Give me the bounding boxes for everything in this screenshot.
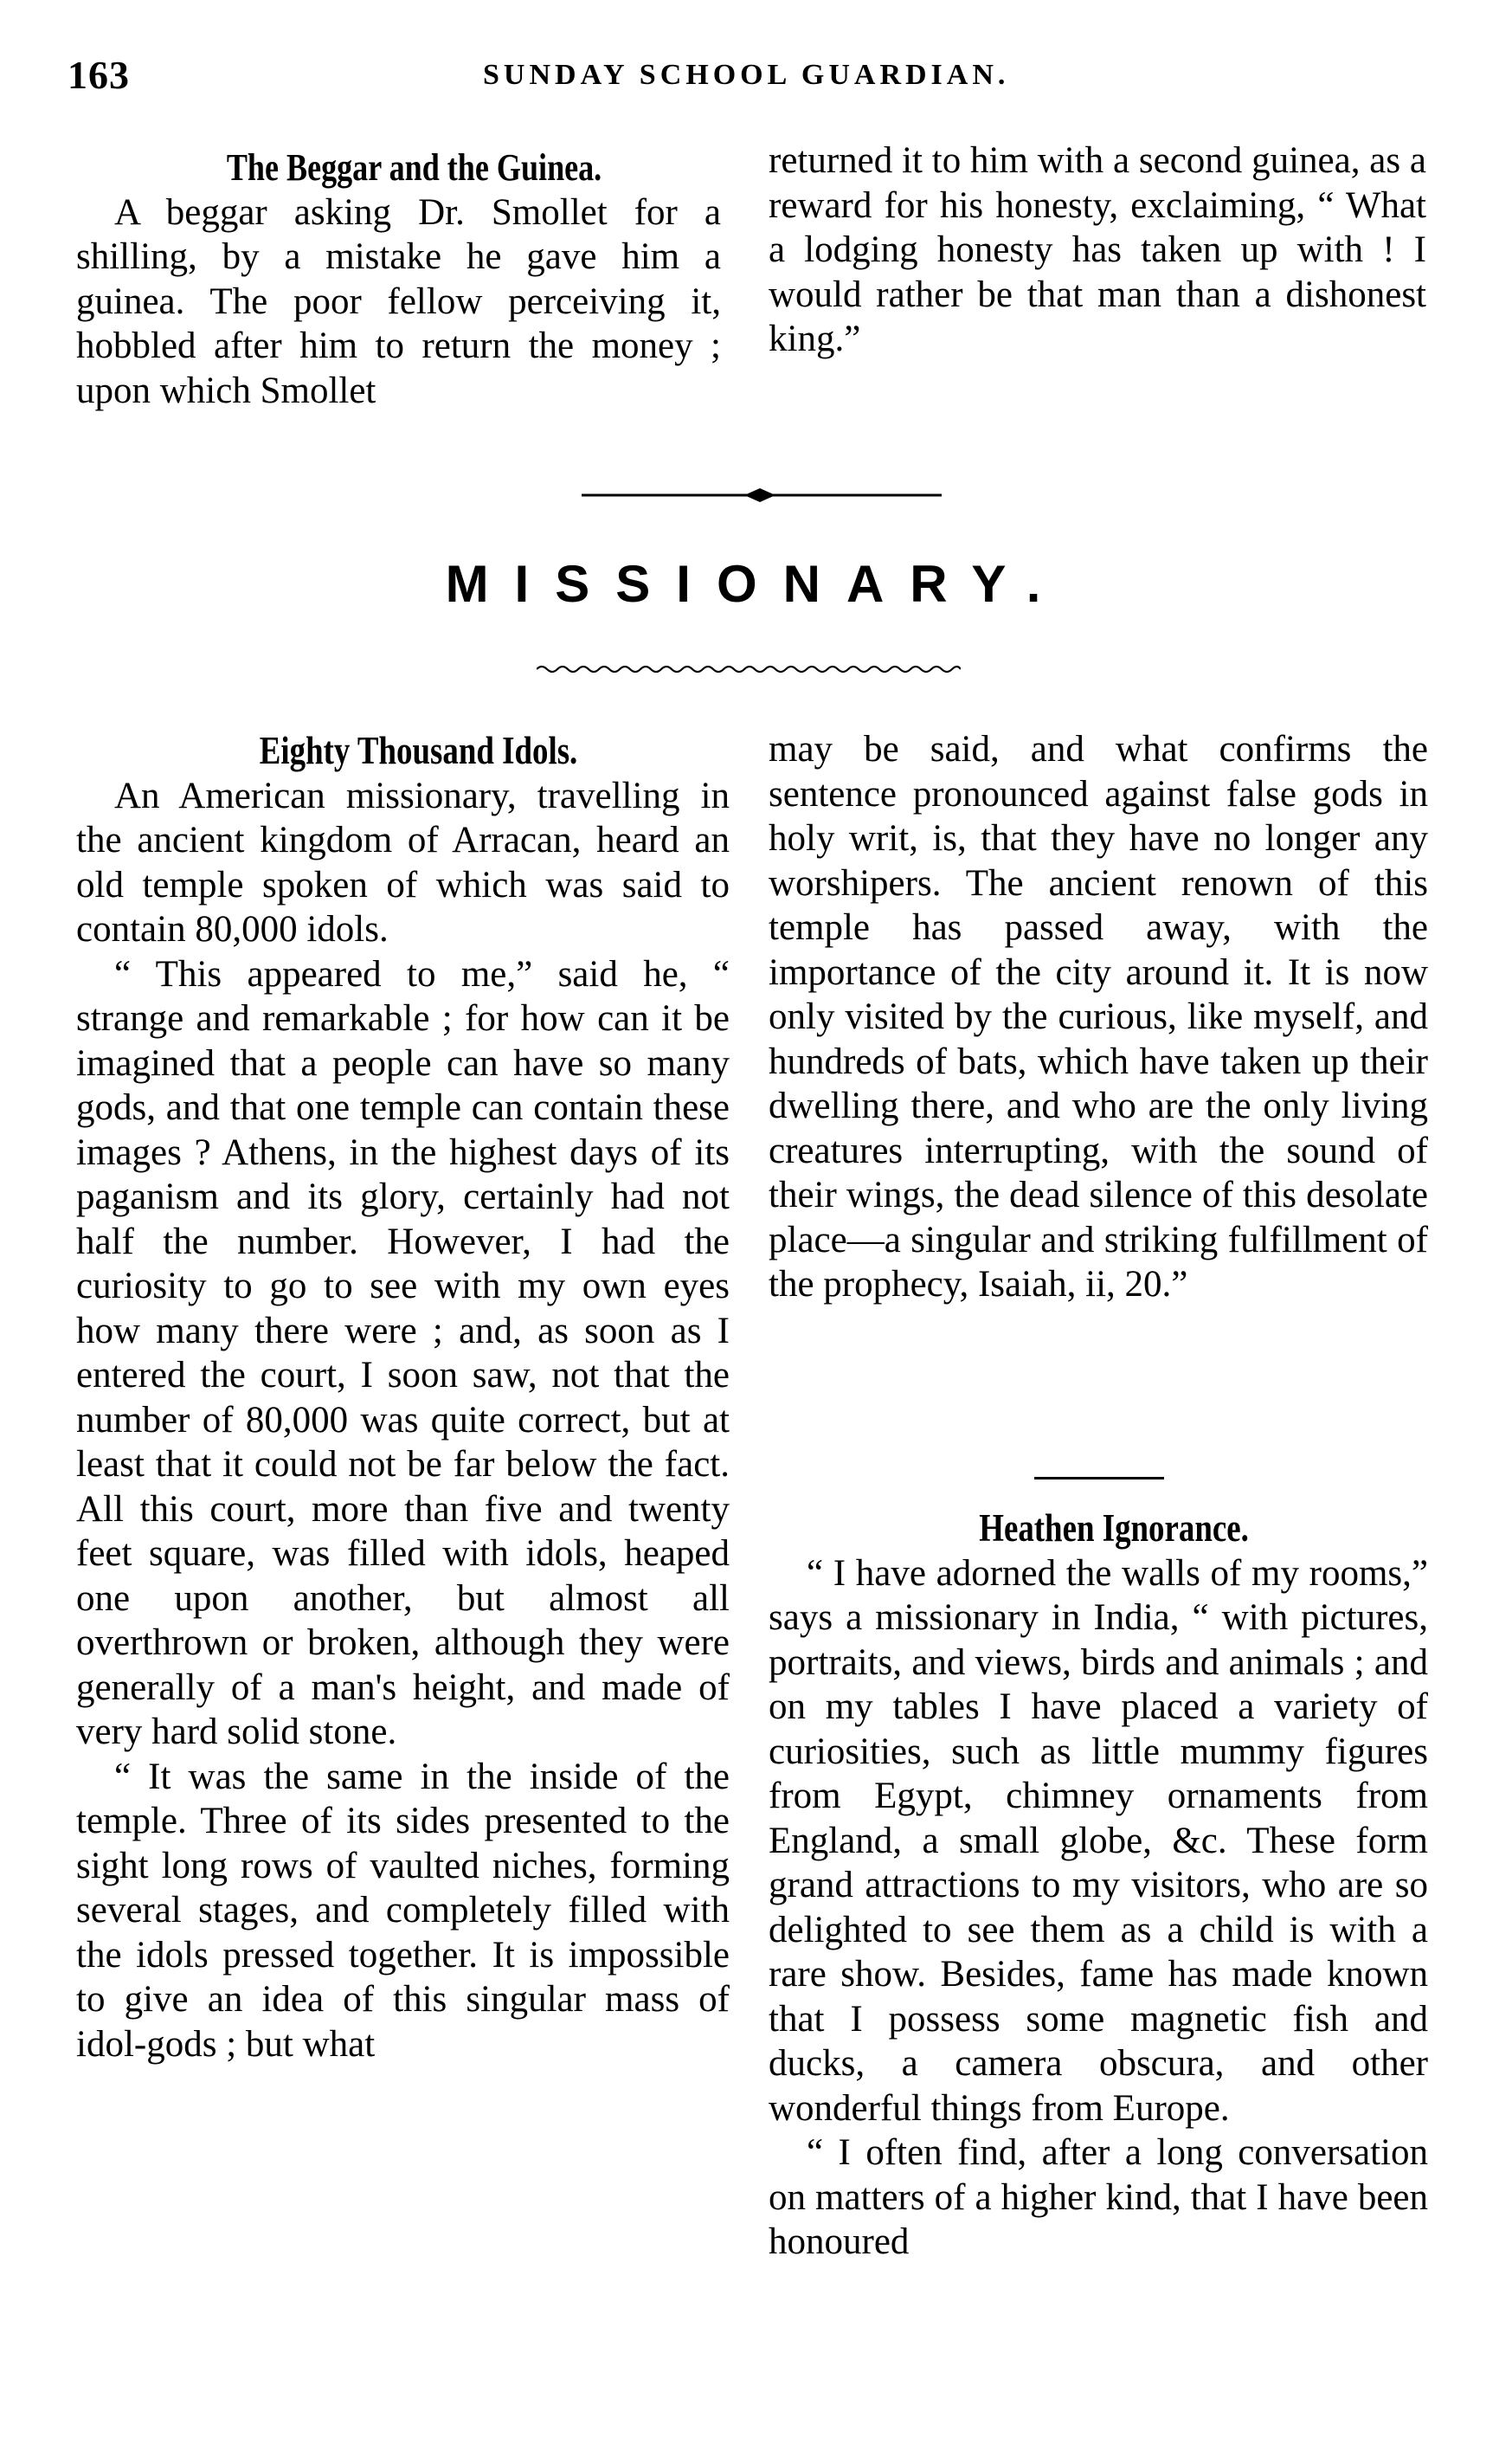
article-idols-right-column [769, 727, 1428, 1307]
article-idols-paragraph-3-continued: may be said, and what confirms the sentence pronounced against false gods in holy writ, is, that they have no longer any worshipers. The ancient renown of this temple has passed away, with the importance of the city around it. It is now only visited by the curious, like myself, and hundreds of bats, which have taken up their dwelling there, and who are the only living creatures interrupting, with the sound of their wings, the dead silence of this desolate place—a singular and striking fulfillment of the prophecy, Isaiah, ii, 20.” [769, 729, 1428, 1305]
article-title-heathen: Heathen Ignorance. [979, 1506, 1249, 1550]
article-beggar-paragraph-continued: returned it to him with a second guinea, as a reward for his honesty, exclaiming, “ What a lodging honesty has taken up with ! I would rather be that man than a dishonest king.” [769, 140, 1426, 359]
article-idols-paragraph-3: “ It was the same in the inside of the temple. Three of its sides presented to the sight long rows of vaulted niches, forming several stages, and completely filled with the idols pressed together. It is impossible to give an idea of this singular mass of idol-gods ; but what [76, 1756, 730, 2065]
ornamental-divider [580, 485, 943, 506]
article-separator-rule [1034, 1477, 1164, 1479]
journal-title: SUNDAY SCHOOL GUARDIAN. [483, 59, 1010, 91]
article-beggar-paragraph: A beggar asking Dr. Smollet for a shilling, by a mistake he gave him a guinea. The poor fellow perceiving it, hobbled after him to return the money ; upon which Smollet [76, 191, 721, 411]
article-title-beggar: The Beggar and the Guinea. [226, 146, 602, 189]
section-heading-missionary: MISSIONARY. [445, 555, 1067, 613]
article-idols-paragraph-1: An American missionary, travelling in the ancient kingdom of Arracan, heard an old temple spoken of which was said to contain 80,000 idols. [76, 775, 730, 950]
wavy-divider [537, 662, 961, 676]
article-heathen-paragraph-2: “ I often find, after a long conversation on matters of a higher kind, that I have been honoured [769, 2132, 1428, 2262]
article-idols-left-column [76, 729, 730, 2066]
article-beggar-right-column [769, 139, 1426, 362]
article-beggar-left-column [76, 145, 721, 413]
article-heathen-paragraph-1: “ I have adorned the walls of my rooms,” says a missionary in India, “ with pictures, portraits, and views, birds and animals ; and on my tables I have placed a variety of curiosities, such as little mummy figures from Egypt, chimney ornaments from England, a small globe, &c. These form grand attractions to my visitors, who are so delighted to see them as a child is with a rare show. Besides, fame has made known that I possess some magnetic fish and ducks, a camera obscura, and other wonderful things from Europe. [769, 1552, 1428, 2129]
article-heathen-column [769, 1506, 1428, 2265]
article-idols-paragraph-2: “ This appeared to me,” said he, “ strange and remarkable ; for how can it be imagined that a people can have so many gods, and that one temple can contain these images ? Athens, in the highest days of its paganism and its glory, certainly had not half the number. However, I had the curiosity to go to see with my own eyes how many there were ; and, as soon as I entered the court, I soon saw, not that the number of 80,000 was quite correct, but at least that it could not be far below the fact. All this court, more than five and twenty feet square, was filled with idols, heaped one upon another, but almost all overthrown or broken, although they were generally of a man's height, and made of very hard solid stone. [76, 953, 730, 1752]
article-title-idols: Eighty Thousand Idols. [259, 729, 578, 772]
running-header [68, 52, 1444, 95]
page-number: 163 [68, 53, 130, 97]
